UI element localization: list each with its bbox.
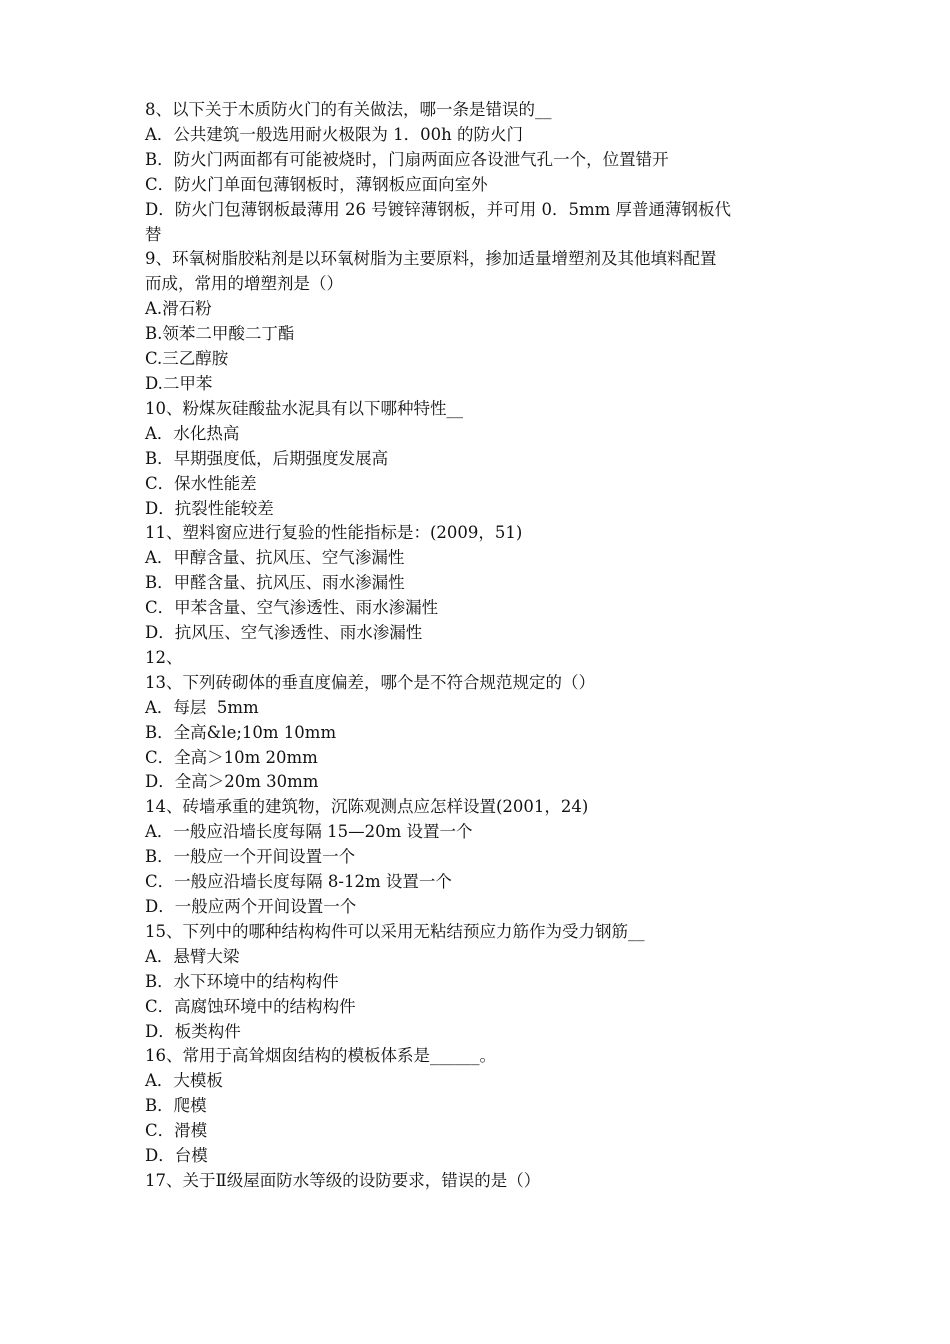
question-8-option-b: B．防火门两面都有可能被烧时，门扇两面应各设泄气孔一个，位置错开 [145, 149, 669, 169]
question-10-option-b: B．早期强度低，后期强度发展高 [145, 448, 389, 468]
question-8-stem: 8、以下关于木质防火门的有关做法，哪一条是错误的__ [145, 100, 552, 119]
question-16-option-d: D．台模 [145, 1146, 208, 1166]
question-13-option-c: C．全高＞10m 20mm [145, 747, 318, 767]
question-14-option-d: D．一般应两个开间设置一个 [145, 897, 357, 916]
question-14-option-a: A．一般应沿墙长度每隔 15—20m 设置一个 [145, 822, 473, 842]
question-15-stem: 15、下列中的哪种结构构件可以采用无粘结预应力筋作为受力钢筋__ [145, 921, 645, 941]
question-9-stem: 9、环氧树脂胶粘剂是以环氧树脂为主要原料，掺加适量增塑剂及其他填料配置 [145, 249, 717, 269]
question-8-option-d-cont: 替 [145, 224, 162, 244]
question-9-option-a: A.滑石粉 [145, 299, 212, 319]
question-11-option-d: D．抗风压、空气渗透性、雨水渗漏性 [145, 623, 423, 643]
question-14-stem: 14、砖墙承重的建筑物，沉陈观测点应怎样设置(2001，24) [145, 797, 589, 817]
question-15-option-b: B．水下环境中的结构构件 [145, 971, 339, 991]
question-13-option-d: D．全高＞20m 30mm [145, 772, 319, 792]
question-9-option-b: B.领苯二甲酸二丁酯 [145, 324, 295, 344]
question-10-option-a: A．水化热高 [145, 423, 240, 443]
question-10-option-d: D．抗裂性能较差 [145, 498, 274, 518]
question-13-option-a: A．每层 5mm [145, 697, 259, 717]
question-9-stem-cont: 而成，常用的增塑剂是（） [145, 274, 343, 294]
question-14-option-c: C．一般应沿墙长度每隔 8-12m 设置一个 [145, 872, 452, 892]
question-11-option-a: A．甲醇含量、抗风压、空气渗漏性 [145, 548, 405, 568]
question-11-stem: 11、塑料窗应进行复验的性能指标是：(2009，51) [145, 523, 523, 543]
question-16-option-c: C．滑模 [145, 1121, 208, 1141]
question-15-option-c: C．高腐蚀环境中的结构构件 [145, 996, 356, 1016]
question-9-option-d: D.二甲苯 [145, 373, 213, 393]
question-10-stem: 10、粉煤灰硅酸盐水泥具有以下哪种特性__ [145, 398, 463, 418]
question-16-stem: 16、常用于高耸烟囱结构的模板体系是______。 [145, 1046, 496, 1066]
question-17-stem: 17、关于Ⅱ级屋面防水等级的设防要求，错误的是（） [145, 1170, 541, 1190]
question-8-option-c: C．防火门单面包薄钢板时，薄钢板应面向室外 [145, 174, 488, 194]
document-body [145, 98, 817, 1194]
question-10-option-c: C．保水性能差 [145, 473, 257, 493]
question-16-option-b: B．爬模 [145, 1096, 207, 1116]
question-8-option-d: D．防火门包薄钢板最薄用 26 号镀锌薄钢板，并可用 0．5mm 厚普通薄钢板代 [145, 199, 731, 219]
question-16-option-a: A．大模板 [145, 1071, 223, 1091]
question-9-option-c: C.三乙醇胺 [145, 349, 229, 369]
question-11-option-c: C．甲苯含量、空气渗透性、雨水渗漏性 [145, 598, 439, 618]
question-14-option-b: B．一般应一个开间设置一个 [145, 847, 356, 867]
question-13-option-b: B．全高&le;10m 10mm [145, 722, 337, 742]
question-15-option-a: A．悬臂大梁 [145, 946, 240, 966]
question-13-stem: 13、下列砖砌体的垂直度偏差，哪个是不符合规范规定的（） [145, 672, 595, 692]
question-11-option-b: B．甲醛含量、抗风压、雨水渗漏性 [145, 573, 405, 593]
question-12-stem: 12、 [145, 647, 183, 667]
question-8-option-a: A．公共建筑一般选用耐火极限为 1．00h 的防火门 [145, 124, 524, 144]
question-15-option-d: D．板类构件 [145, 1021, 241, 1041]
